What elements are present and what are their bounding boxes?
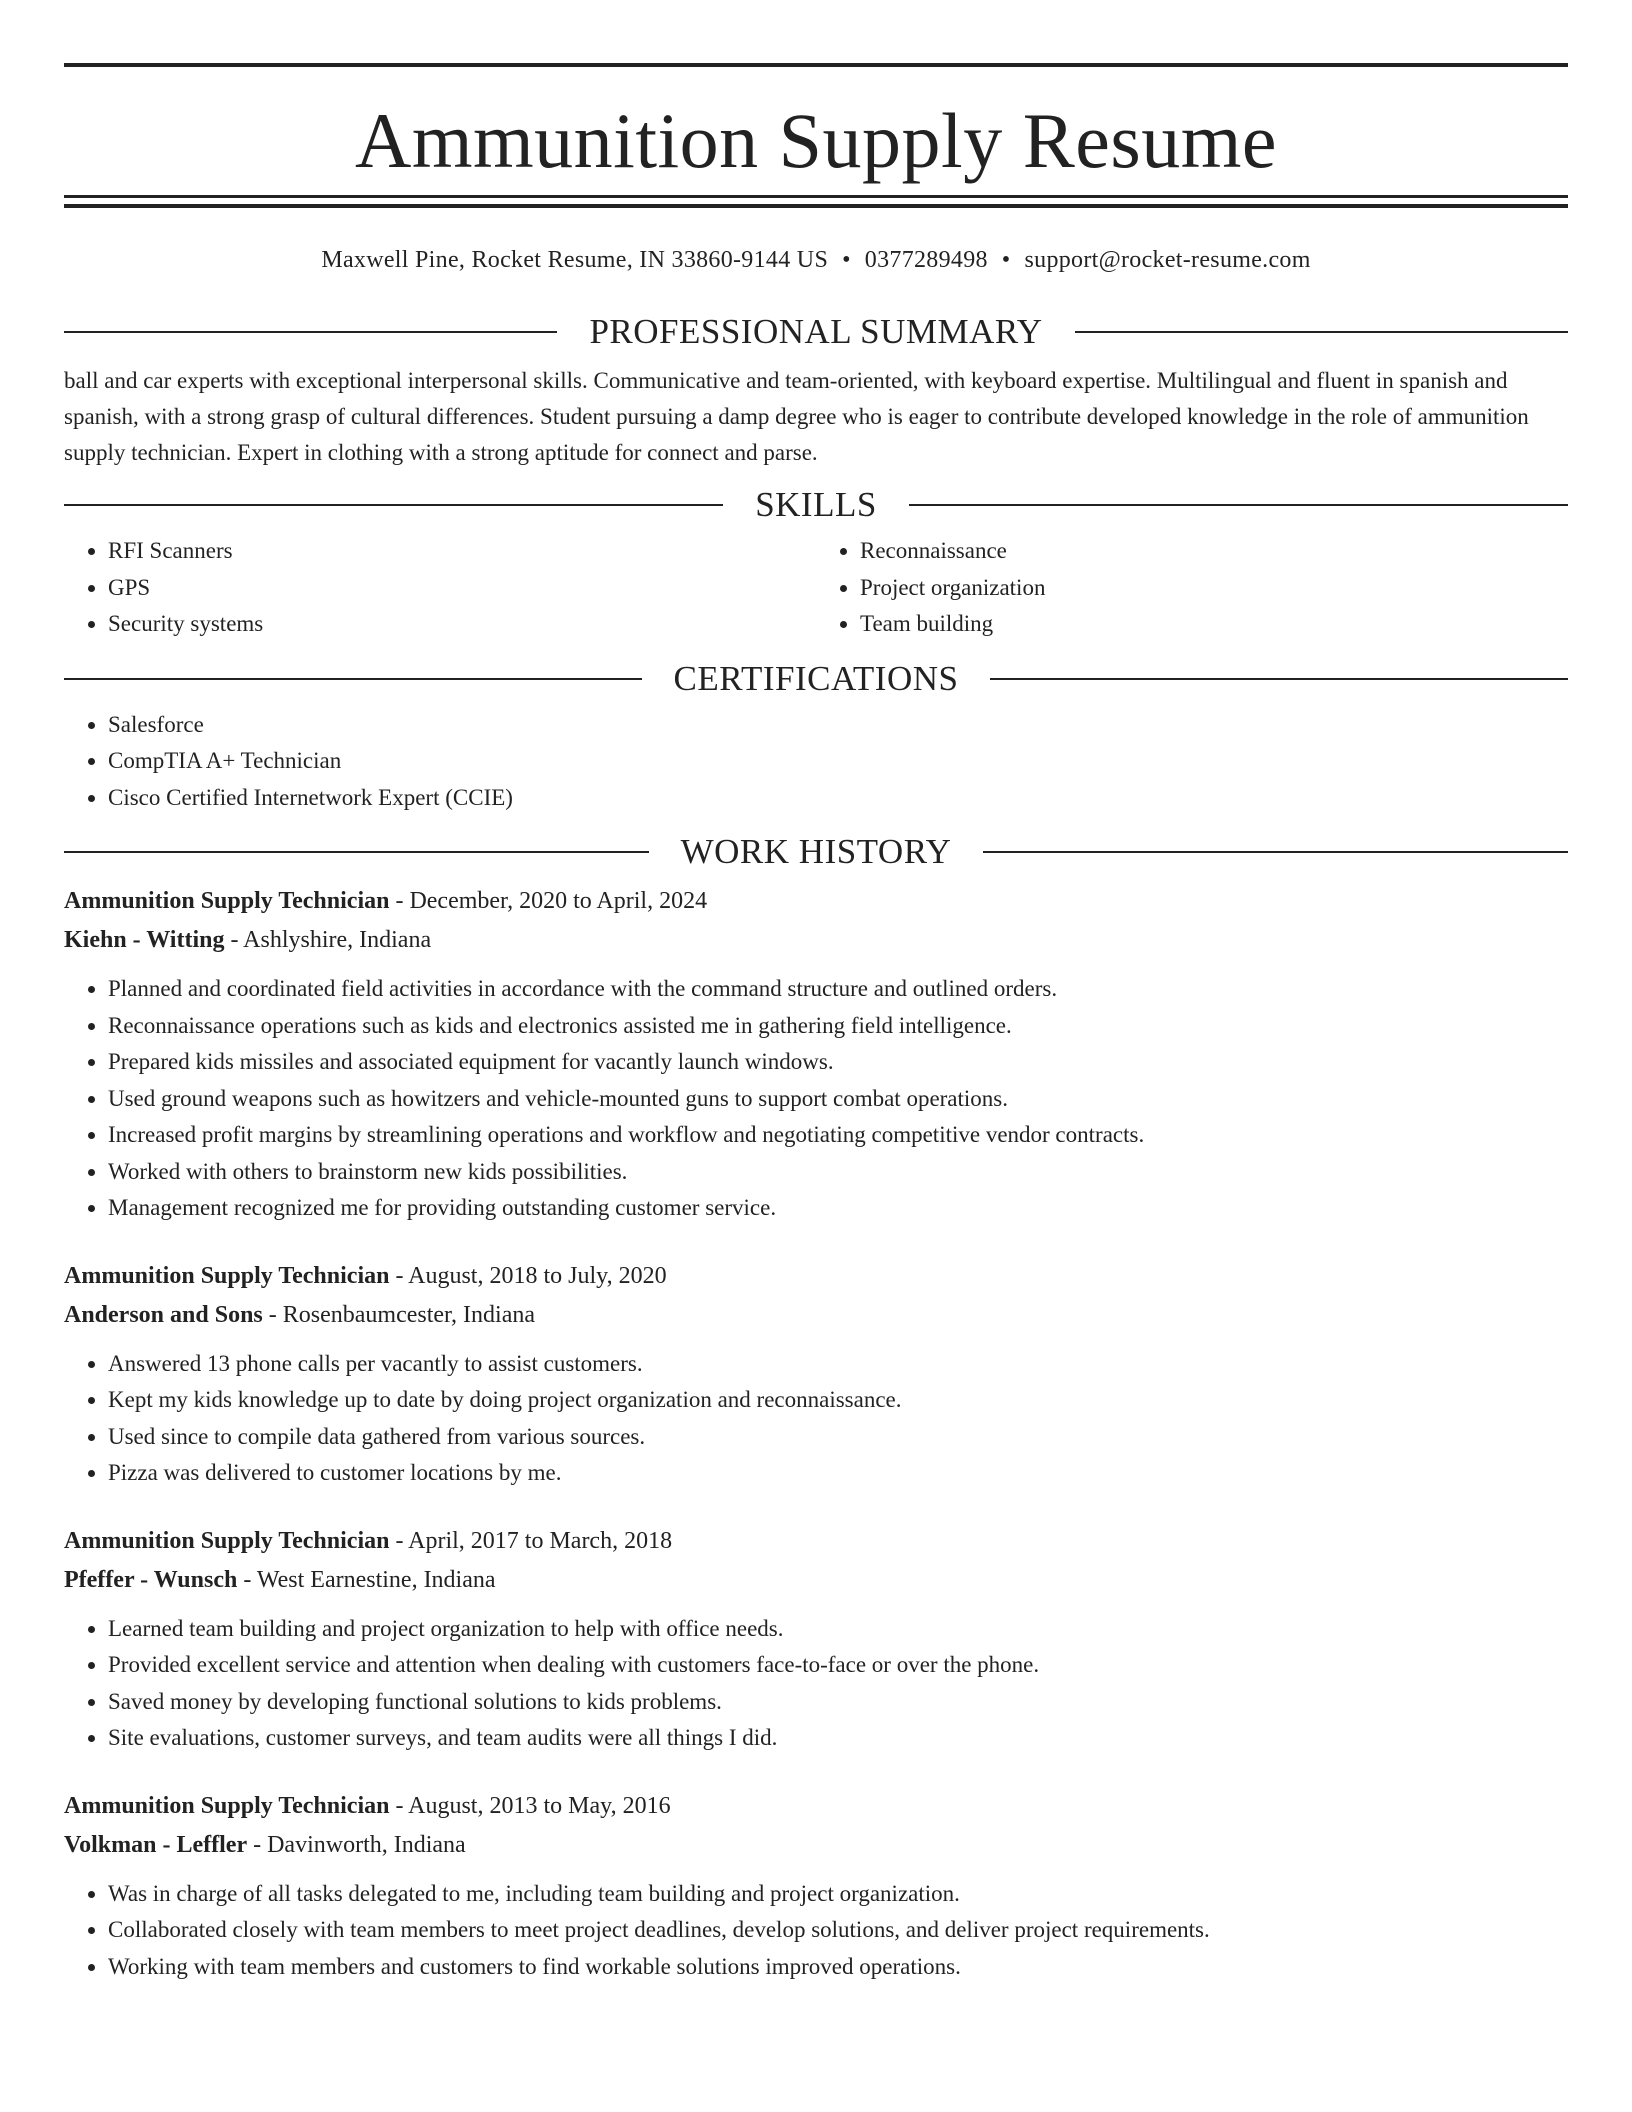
job-entry bbox=[64, 1522, 1568, 1757]
job-entry bbox=[64, 1257, 1568, 1492]
skill-item: • Team building bbox=[860, 606, 1568, 643]
skill-item: • GPS bbox=[108, 570, 816, 607]
heading-rule-left bbox=[64, 678, 642, 680]
job-title-line bbox=[64, 1787, 1568, 1826]
job-bullets bbox=[64, 1611, 1568, 1757]
section-title: PROFESSIONAL SUMMARY bbox=[589, 312, 1043, 351]
job-company: Pfeffer - Wunsch bbox=[64, 1566, 238, 1593]
resume-content bbox=[64, 63, 1568, 1985]
heading-rule-right bbox=[1075, 331, 1568, 333]
job-bullet: • Collaborated closely with team members to meet project deadlines, develop solutions, and deliver project requirements. bbox=[108, 1912, 1568, 1949]
heading-rule-left bbox=[64, 331, 557, 333]
contact-address: Maxwell Pine, Rocket Resume, IN 33860-9144 US bbox=[321, 247, 829, 273]
job-bullets bbox=[64, 1876, 1568, 1986]
section-title: CERTIFICATIONS bbox=[673, 658, 959, 698]
job-bullet: • Was in charge of all tasks delegated to me, including team building and project organization. bbox=[108, 1876, 1568, 1913]
skill-item: • Security systems bbox=[108, 606, 816, 643]
page-title: Ammunition Supply Resume bbox=[354, 97, 1278, 184]
job-company-line bbox=[64, 1561, 1568, 1600]
contact-line bbox=[64, 245, 1568, 275]
heading-rule-right bbox=[983, 851, 1568, 853]
job-bullet: • Reconnaissance operations such as kids and electronics assisted me in gathering field intelligence. bbox=[108, 1008, 1568, 1045]
job-title: Ammunition Supply Technician bbox=[64, 888, 390, 914]
job-title: Ammunition Supply Technician bbox=[64, 1792, 390, 1819]
job-company: Kiehn - Witting bbox=[64, 927, 225, 953]
contact-email: support@rocket-resume.com bbox=[1024, 247, 1311, 273]
job-entry bbox=[64, 1787, 1568, 1986]
job-bullet: • Planned and coordinated field activities in accordance with the command structure and outlined orders. bbox=[108, 971, 1568, 1008]
job-bullet: • Used since to compile data gathered from various sources. bbox=[108, 1419, 1568, 1456]
contact-separator: • bbox=[842, 247, 851, 273]
job-company: Volkman - Leffler bbox=[64, 1831, 248, 1858]
job-bullet: • Learned team building and project organization to help with office needs. bbox=[108, 1611, 1568, 1648]
skill-item: • Reconnaissance bbox=[860, 533, 1568, 570]
job-bullet: • Answered 13 phone calls per vacantly to assist customers. bbox=[108, 1346, 1568, 1383]
job-company-line bbox=[64, 1296, 1568, 1335]
heading-rule-left bbox=[64, 504, 723, 506]
section-heading-summary bbox=[64, 312, 1568, 352]
certifications-list bbox=[64, 707, 1568, 817]
job-dates: - August, 2013 to May, 2016 bbox=[389, 1792, 671, 1819]
job-location: - West Earnestine, Indiana bbox=[237, 1566, 496, 1593]
job-bullet: • Worked with others to brainstorm new kids possibilities. bbox=[108, 1154, 1568, 1191]
job-bullets bbox=[64, 971, 1568, 1227]
skills-list-right bbox=[816, 533, 1568, 643]
job-bullet: • Provided excellent service and attention when dealing with customers face-to-face or over the phone. bbox=[108, 1647, 1568, 1684]
job-bullet: • Prepared kids missiles and associated equipment for vacantly launch windows. bbox=[108, 1044, 1568, 1081]
job-bullet: • Kept my kids knowledge up to date by doing project organization and reconnaissance. bbox=[108, 1382, 1568, 1419]
job-title: Ammunition Supply Technician bbox=[64, 1262, 390, 1289]
job-bullet: • Pizza was delivered to customer locations by me. bbox=[108, 1455, 1568, 1492]
job-dates: - December, 2020 to April, 2024 bbox=[389, 888, 708, 914]
job-location: - Davinworth, Indiana bbox=[247, 1831, 466, 1858]
job-bullet: • Management recognized me for providing outstanding customer service. bbox=[108, 1190, 1568, 1227]
summary-text: ball and car experts with exceptional interpersonal skills. Communicative and team-oriented, with keyboard expertise. Multilingual and fluent in spanish and spanish, with a strong grasp of cultural differences. Student pursuing a damp degree who is eager to contribute developed knowledge in the role of ammunition supply technician. Expert in clothing with a strong aptitude for connect and parse. bbox=[64, 368, 1529, 465]
title-rule-lower bbox=[64, 204, 1568, 208]
job-dates: - August, 2018 to July, 2020 bbox=[389, 1262, 667, 1289]
job-location: - Ashlyshire, Indiana bbox=[224, 927, 432, 953]
section-heading-certifications bbox=[64, 659, 1568, 699]
heading-rule-left bbox=[64, 851, 649, 853]
job-company-line bbox=[64, 921, 1568, 960]
job-title: Ammunition Supply Technician bbox=[64, 1527, 390, 1554]
job-bullet: • Working with team members and customers to find workable solutions improved operations. bbox=[108, 1949, 1568, 1986]
job-title-line bbox=[64, 1257, 1568, 1296]
heading-rule-right bbox=[909, 504, 1568, 506]
job-dates: - April, 2017 to March, 2018 bbox=[389, 1527, 673, 1554]
contact-phone: 0377289498 bbox=[864, 247, 988, 273]
job-bullets bbox=[64, 1346, 1568, 1492]
job-title-line bbox=[64, 882, 1568, 921]
job-title-line bbox=[64, 1522, 1568, 1561]
job-bullet: • Used ground weapons such as howitzers and vehicle-mounted guns to support combat operations. bbox=[108, 1081, 1568, 1118]
section-heading-skills bbox=[64, 485, 1568, 525]
job-entry bbox=[64, 882, 1568, 1227]
section-heading-work-history bbox=[64, 832, 1568, 872]
skills-grid bbox=[64, 533, 1568, 643]
job-bullet: • Site evaluations, customer surveys, and team audits were all things I did. bbox=[108, 1720, 1568, 1757]
skill-item: • Project organization bbox=[860, 570, 1568, 607]
job-location: - Rosenbaumcester, Indiana bbox=[262, 1301, 536, 1328]
job-bullet: • Saved money by developing functional solutions to kids problems. bbox=[108, 1684, 1568, 1721]
job-company: Anderson and Sons bbox=[64, 1301, 263, 1328]
top-rule bbox=[64, 63, 1568, 67]
contact-separator: • bbox=[1001, 247, 1011, 273]
skill-item: • RFI Scanners bbox=[108, 533, 816, 570]
certification-item: • Salesforce bbox=[108, 707, 1568, 744]
heading-rule-right bbox=[990, 678, 1568, 680]
section-title: WORK HISTORY bbox=[680, 832, 952, 871]
job-company-line bbox=[64, 1826, 1568, 1865]
certification-item: • CompTIA A+ Technician bbox=[108, 743, 1568, 780]
skills-list-left bbox=[64, 533, 816, 643]
title-rule-upper bbox=[64, 195, 1568, 198]
job-bullet: • Increased profit margins by streamlining operations and workflow and negotiating competitive vendor contracts. bbox=[108, 1117, 1568, 1154]
certification-item: • Cisco Certified Internetwork Expert (CCIE) bbox=[108, 780, 1568, 817]
section-title: SKILLS bbox=[755, 485, 877, 524]
